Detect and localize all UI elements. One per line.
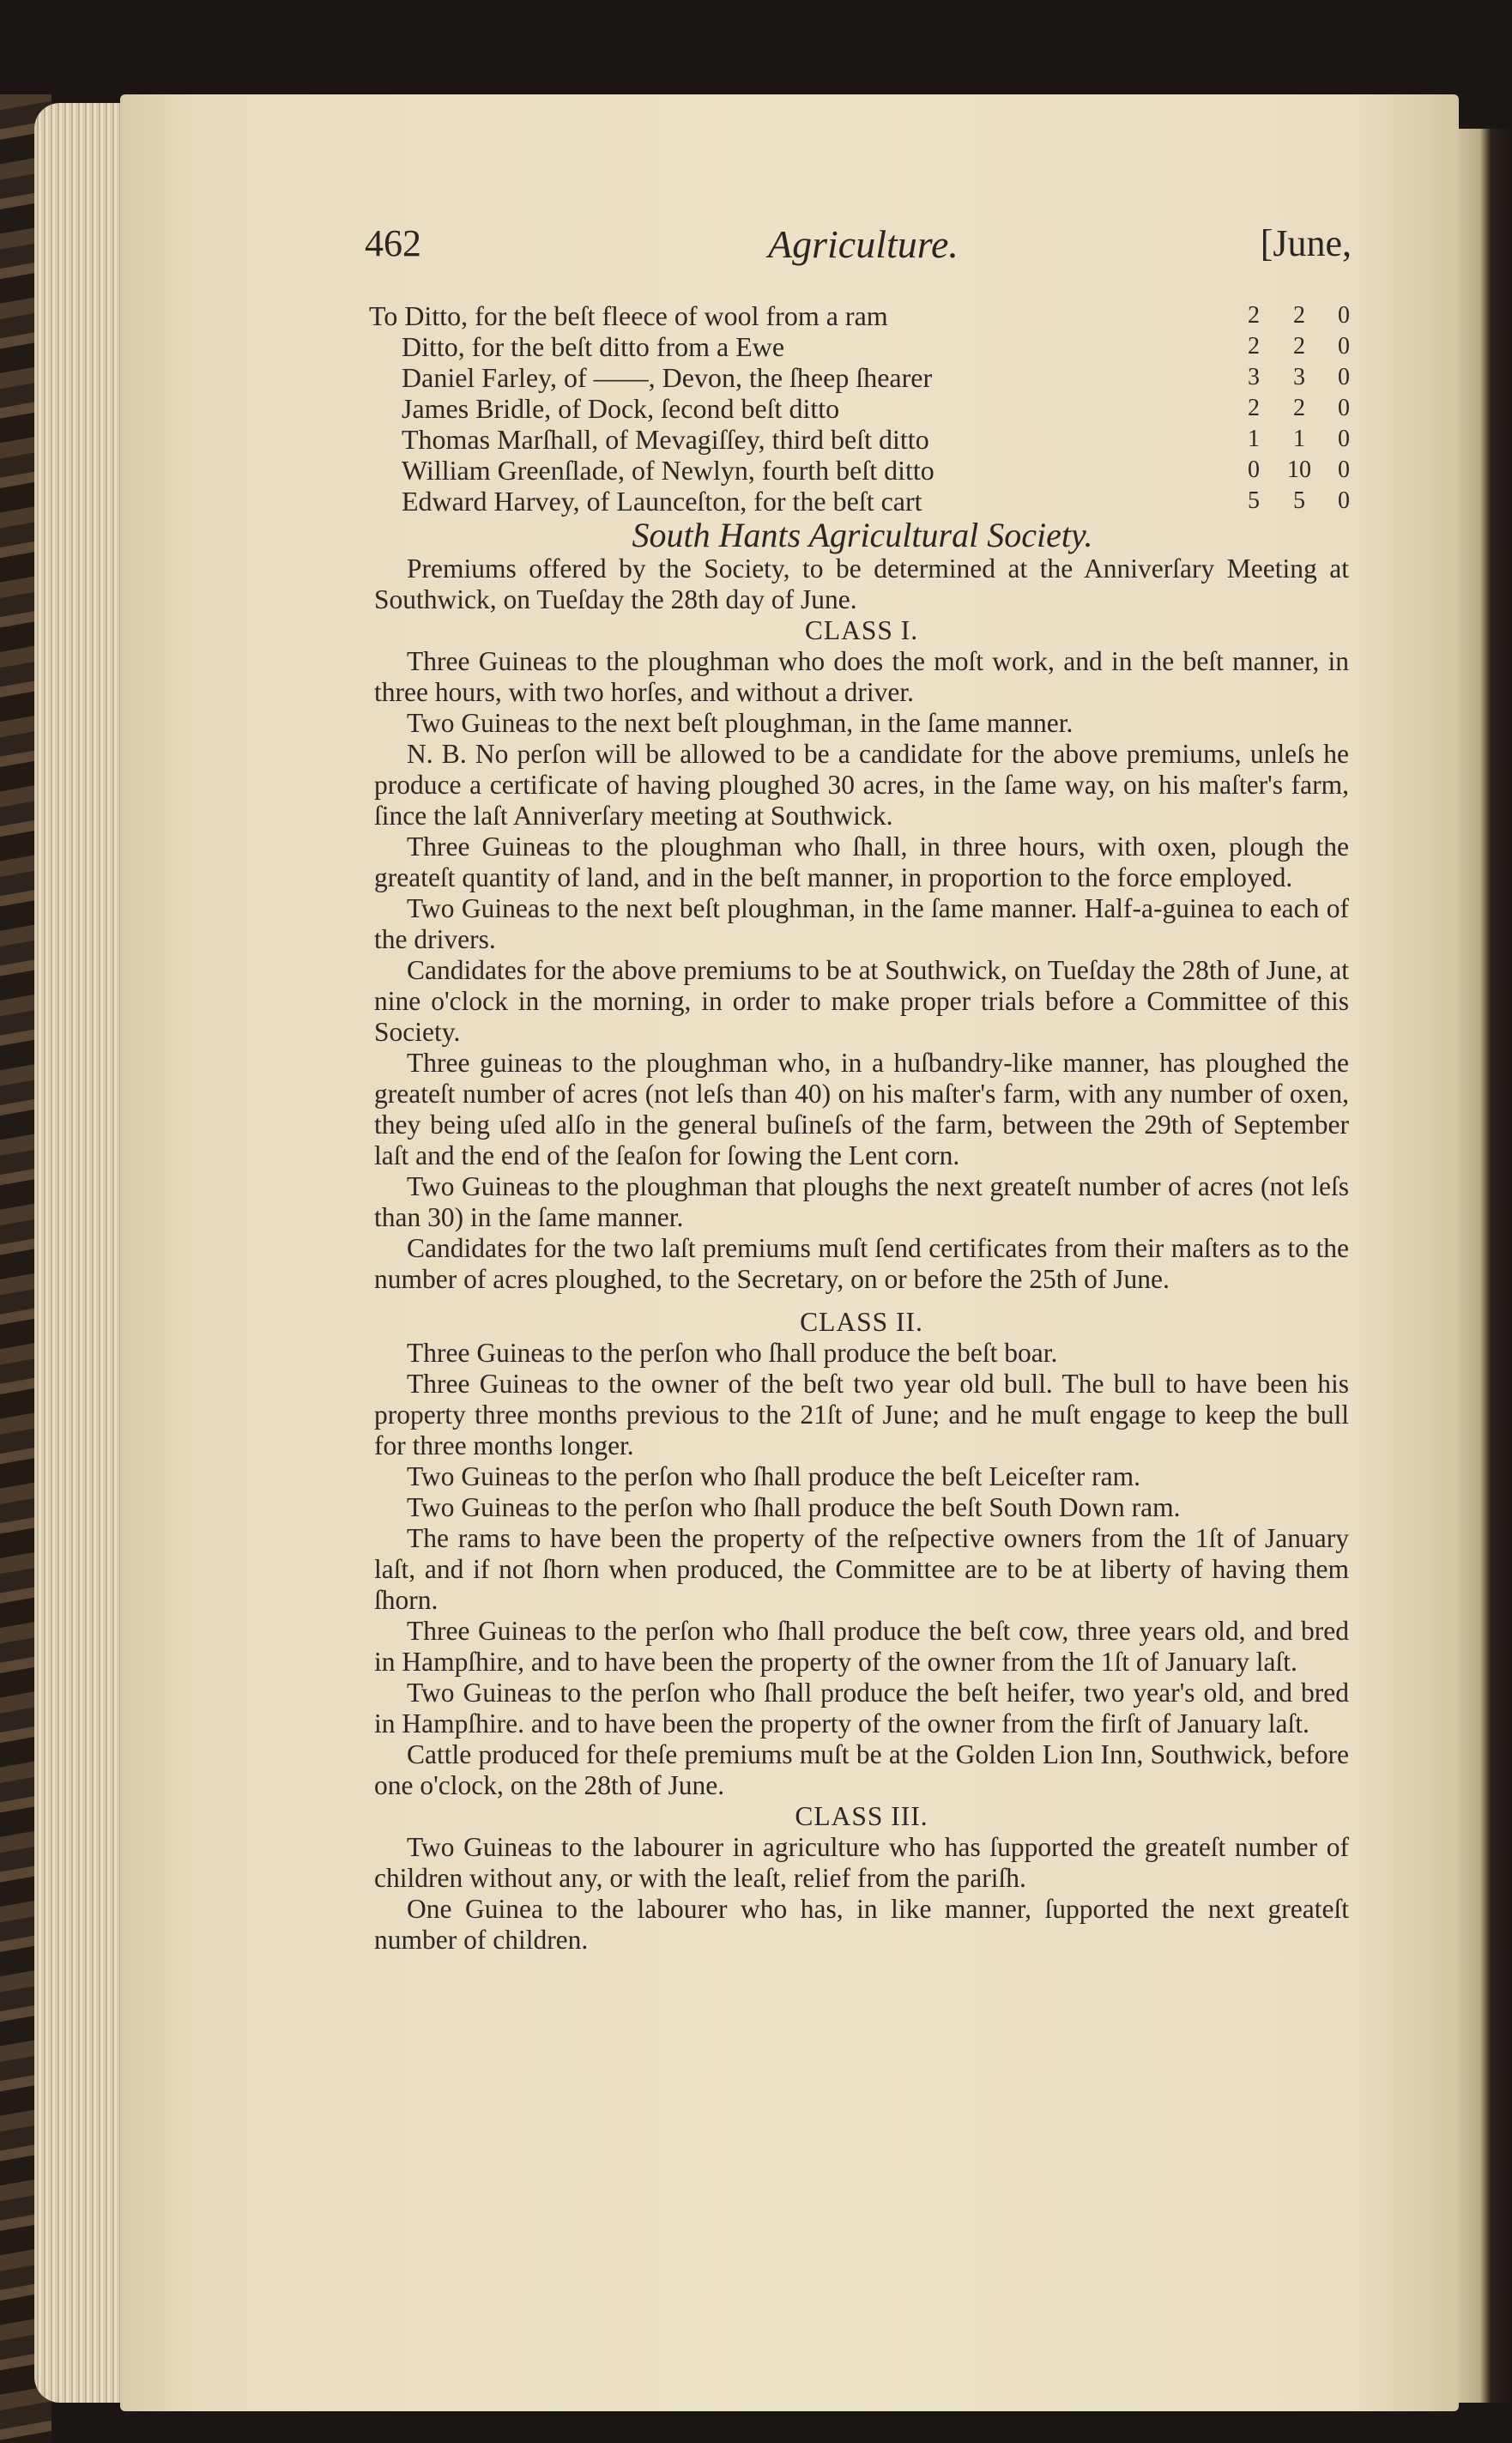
- award-recipient: Daniel Farley, of ——, Devon, the ſheep ſhearer: [402, 362, 933, 393]
- paragraph: N. B. No perſon will be allowed to be a candidate for the above premiums, unleſs he produce a certificate of having ploughed 30 acres, in the ſame way, on his maſter's farm, ſince the laſt Anniverſary meeting at Southwick.: [374, 739, 1349, 831]
- page-number: 462: [365, 222, 421, 264]
- month-label: [June,: [1260, 222, 1352, 264]
- award-row: [369, 455, 1356, 486]
- award-row: [369, 300, 1356, 331]
- award-shillings: 1: [1293, 426, 1305, 452]
- award-recipient: James Bridle, of Dock, ſecond beſt ditto: [402, 393, 840, 424]
- award-row: [369, 424, 1356, 455]
- paragraph: Two Guineas to the perſon who ſhall produce the beſt heifer, two year's old, and bred in Hampſhire. and to have been the property of the owner from the firſt of January laſt.: [374, 1678, 1349, 1739]
- award-row: [369, 393, 1356, 424]
- paragraph: Three Guineas to the perſon who ſhall produce the beſt boar.: [407, 1338, 1058, 1368]
- award-shillings: 2: [1293, 333, 1305, 360]
- paragraph: Three Guineas to the perſon who ſhall produce the beſt cow, three years old, and bred in Hampſhire, and to have been the property of the owner from the 1ſt of January laſt.: [374, 1616, 1349, 1677]
- award-shillings: 3: [1293, 364, 1305, 390]
- award-recipient: Thomas Marſhall, of Mevagiſſey, third beſt ditto: [402, 424, 929, 455]
- paragraph: Three Guineas to the ploughman who ſhall, in three hours, with oxen, plough the greateſt quantity of land, and in the beſt manner, in proportion to the force employed.: [374, 831, 1349, 892]
- award-pence: 0: [1338, 333, 1350, 360]
- award-shillings: 2: [1293, 395, 1305, 421]
- award-pounds: 0: [1248, 457, 1260, 483]
- award-pence: 0: [1338, 395, 1350, 421]
- body-text: [374, 553, 1349, 1956]
- award-pence: 0: [1338, 426, 1350, 452]
- award-recipient: Ditto, for the beſt ditto from a Ewe: [402, 331, 785, 362]
- award-list: [369, 300, 1356, 517]
- award-recipient: Edward Harvey, of Launceſton, for the beſt cart: [402, 486, 922, 517]
- award-recipient: To Ditto, for the beſt fleece of wool from a ram: [369, 300, 888, 331]
- paragraph: The rams to have been the property of the reſpective owners from the 1ſt of January laſt, and if not ſhorn when produced, the Committee are to be at liberty of having them ſhorn.: [374, 1523, 1349, 1615]
- award-shillings: 5: [1293, 487, 1305, 514]
- award-recipient: William Greenſlade, of Newlyn, fourth beſt ditto: [402, 455, 934, 486]
- paragraph: Three Guineas to the owner of the beſt two year old bull. The bull to have been his property three months previous to the 21ſt of June; and he muſt engage to keep the bull for three months longer.: [374, 1369, 1349, 1460]
- award-row: [369, 362, 1356, 393]
- award-pounds: 2: [1248, 302, 1260, 329]
- paragraph: Two Guineas to the labourer in agriculture who has ſupported the greateſt number of children without any, or with the leaſt, relief from the pariſh.: [374, 1832, 1349, 1893]
- award-pence: 0: [1338, 457, 1350, 483]
- paragraph: Three guineas to the ploughman who, in a huſbandry-like manner, has ploughed the greateſt number of acres (not leſs than 40) on his maſter's farm, with any number of oxen, they being uſed alſo in the general buſineſs of the farm, between the 29th of September laſt and the end of the ſeaſon for ſowing the Lent corn.: [374, 1048, 1349, 1170]
- paragraph: Candidates for the two laſt premiums muſt ſend certificates from their maſters as to the number of acres ploughed, to the Secretary, on or before the 25th of June.: [374, 1233, 1349, 1294]
- paragraph: Three Guineas to the ploughman who does the moſt work, and in the beſt manner, in three hours, with two horſes, and without a driver.: [374, 646, 1349, 707]
- award-shillings: 10: [1287, 457, 1311, 483]
- award-pounds: 5: [1248, 487, 1260, 514]
- running-title: Agriculture.: [768, 222, 959, 266]
- intro-paragraph: Premiums offered by the Society, to be determined at the Anniverſary Meeting at Southwick, on Tueſday the 28th day of June.: [374, 553, 1349, 614]
- class-heading: CLASS I.: [804, 615, 919, 645]
- award-pounds: 2: [1248, 395, 1260, 421]
- paragraph: One Guinea to the labourer who has, in like manner, ſupported the next greateſt number of children.: [374, 1894, 1349, 1955]
- award-pounds: 2: [1248, 333, 1260, 360]
- award-shillings: 2: [1293, 302, 1305, 329]
- award-row: [369, 486, 1356, 517]
- paragraph: Two Guineas to the ploughman that ploughs the next greateſt number of acres (not leſs than 30) in the ſame manner.: [374, 1171, 1349, 1232]
- award-row: [369, 331, 1356, 362]
- award-pence: 0: [1338, 487, 1350, 514]
- paragraph: Candidates for the above premiums to be at Southwick, on Tueſday the 28th of June, at nine o'clock in the morning, in order to make proper trials before a Committee of this Society.: [374, 955, 1349, 1047]
- class-heading: CLASS III.: [795, 1801, 928, 1831]
- paragraph: Two Guineas to the perſon who ſhall produce the beſt Leiceſter ram.: [407, 1461, 1141, 1491]
- paragraph: Two Guineas to the perſon who ſhall produce the beſt South Down ram.: [407, 1492, 1181, 1522]
- running-head: [365, 221, 1352, 273]
- award-pence: 0: [1338, 364, 1350, 390]
- paragraph: Two Guineas to the next beſt ploughman, in the ſame manner.: [407, 708, 1074, 738]
- award-pounds: 3: [1248, 364, 1260, 390]
- paragraph: Two Guineas to the next beſt ploughman, in the ſame manner. Half-a-guinea to each of the drivers.: [374, 893, 1349, 954]
- award-pounds: 1: [1248, 426, 1260, 452]
- facing-page-edge: [1459, 129, 1512, 2403]
- society-title: South Hants Agricultural Society.: [632, 516, 1093, 554]
- class-heading: CLASS II.: [800, 1307, 923, 1337]
- award-pence: 0: [1338, 302, 1350, 329]
- paragraph: Cattle produced for theſe premiums muſt be at the Golden Lion Inn, Southwick, before one o'clock, on the 28th of June.: [374, 1739, 1349, 1800]
